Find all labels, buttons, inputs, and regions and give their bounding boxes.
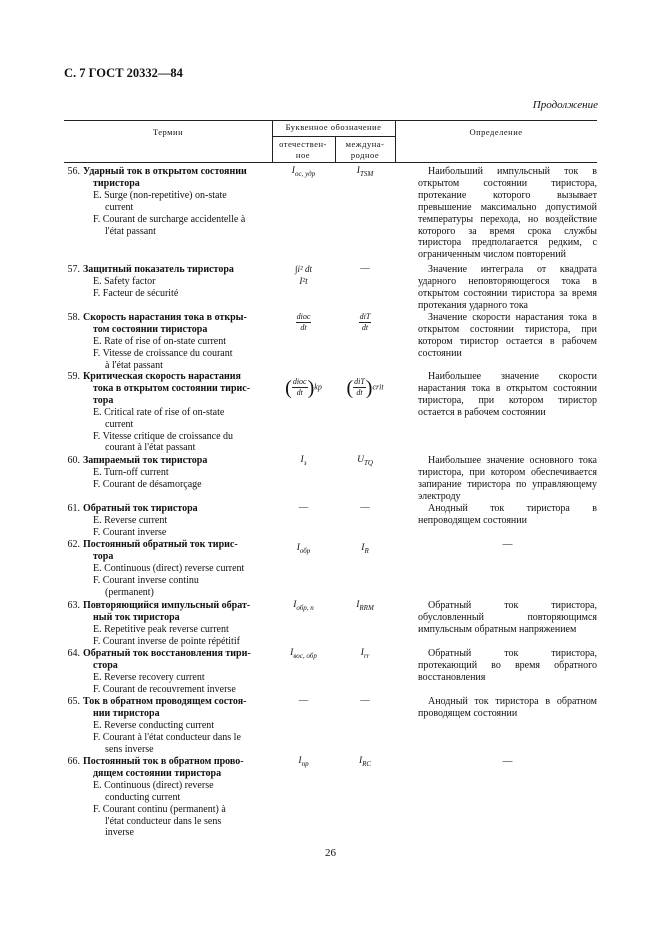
symbol-international: $I_{RC}$ <box>358 756 372 768</box>
symbol-national: ∫i² dt I²t <box>295 264 312 286</box>
symbol-national: $I_{обр}$ <box>296 543 311 555</box>
definition: Значение скорости нарастания тока в открытом состоянии тиристора, при котором тиристор остается в рабочем состоянии <box>418 312 597 359</box>
definition: — <box>502 539 513 550</box>
definition: Значение интеграла от квадрата ударного неповторяющегося тока в открытом состоянии тиристора за время протекания ударного тока <box>418 264 597 311</box>
symbol-national: $I_{пр}$ <box>298 756 309 768</box>
symbol-national: $\frac{\text{diос}}{dt}$ <box>296 312 311 332</box>
symbol-international: $I_{TSM}$ <box>356 166 374 178</box>
column-header-national: отечествен-ное <box>279 139 327 160</box>
column-header-term: Термин <box>152 127 184 137</box>
symbol-international: $\frac{\text{diT}}{dt}$ <box>359 312 371 332</box>
symbol-international: — <box>360 503 370 513</box>
continuation-label: Продолжение <box>532 99 598 111</box>
symbol-national: $I_{ос, удр}$ <box>291 166 316 178</box>
symbol-international: $I_R$ <box>361 543 369 555</box>
definition: Обратный ток тиристора, обусловленный повторяющимся импульсным обратным напряжением <box>418 600 597 635</box>
definition: Анодный ток тиристора в обратном проводящем состоянии <box>418 696 597 719</box>
symbol-national: $I_з$ <box>300 455 307 467</box>
column-header-definition: Определение <box>469 127 523 137</box>
symbol-national: ( $\frac{\text{diос}}{dt}$ )kp <box>285 376 322 399</box>
definition: Обратный ток тиристора, протекающий во время обратного восстановления <box>418 648 597 683</box>
definition: Наибольшее значение скорости нарастания тока в открытом состоянии тиристора, при котором тиристор остается в рабочем состоянии <box>418 371 597 418</box>
page-number: 26 <box>325 847 336 859</box>
symbol-international: $I_{rr}$ <box>360 648 370 660</box>
column-header-symbols: Буквенное обозначение <box>285 122 382 132</box>
symbol-national: $I_{обр, п}$ <box>293 600 314 612</box>
definition: — <box>502 756 513 767</box>
symbol-national: — <box>298 503 309 513</box>
definition: Наибольшее значение основного тока тиристора, при котором обеспечивается запирание тиристора по управляющему электроду <box>418 455 597 502</box>
symbol-international: $I_{RRM}$ <box>356 600 374 612</box>
definition: Наибольший импульсный ток в открытом состоянии тиристора, протекание которого вызывает превышение максимально допустимой температуры перехода, но воздействие которого за время срока службы тиристора предполагается редким, с ограниченным числом повторений <box>418 166 597 261</box>
definition: Анодный ток тиристора в непроводящем состоянии <box>418 503 597 526</box>
symbol-international: — <box>360 264 370 274</box>
symbol-international: ( $\frac{\text{diT}}{dt}$ )crit <box>346 376 384 399</box>
document-header: С. 7 ГОСТ 20332—84 <box>64 66 183 80</box>
symbol-national: $I_{вос, обр}$ <box>290 648 317 660</box>
symbol-national: — <box>298 696 309 706</box>
symbol-international: — <box>360 696 370 706</box>
symbol-international: $U_{TQ}$ <box>357 455 373 467</box>
column-header-international: междуна-родное <box>345 139 385 160</box>
